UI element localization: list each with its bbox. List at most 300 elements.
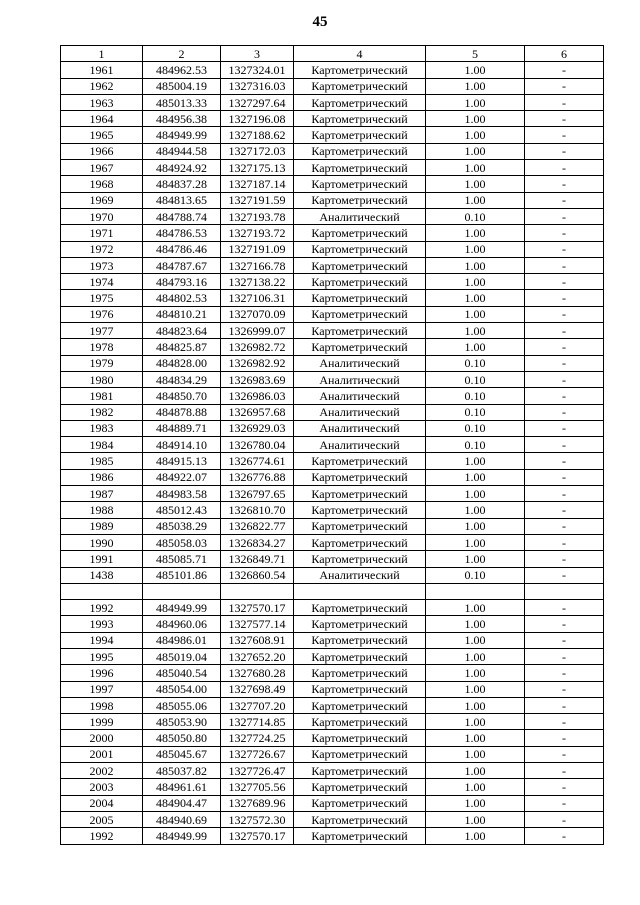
table-cell: 1979 <box>61 355 143 371</box>
table-cell: Аналитический <box>294 388 426 404</box>
table-cell: 1438 <box>61 567 143 583</box>
table-cell: Картометрический <box>294 160 426 176</box>
table-cell: 1.00 <box>426 632 525 648</box>
table-cell: Картометрический <box>294 730 426 746</box>
table-row <box>61 78 604 94</box>
table-cell: 1.00 <box>426 323 525 339</box>
table-cell: 484949.99 <box>143 127 221 143</box>
table-cell: Картометрический <box>294 795 426 811</box>
table-cell: - <box>525 355 604 371</box>
table-cell: Аналитический <box>294 404 426 420</box>
table-cell: Картометрический <box>294 274 426 290</box>
table-cell: - <box>525 795 604 811</box>
table-cell: - <box>525 453 604 469</box>
table-cell: 1987 <box>61 486 143 502</box>
table-cell: Картометрический <box>294 632 426 648</box>
table-cell: 1327297.64 <box>221 94 294 110</box>
table-cell: 1326822.77 <box>221 518 294 534</box>
table-cell: - <box>525 225 604 241</box>
table-cell: - <box>525 632 604 648</box>
table-cell: 1.00 <box>426 551 525 567</box>
table-cell: 484960.06 <box>143 616 221 632</box>
table-row <box>61 371 604 387</box>
table-row <box>61 648 604 664</box>
table-cell: Аналитический <box>294 355 426 371</box>
table-cell: - <box>525 502 604 518</box>
table-cell: 485058.03 <box>143 534 221 550</box>
table-cell: 1326982.92 <box>221 355 294 371</box>
table-cell: 1971 <box>61 225 143 241</box>
table-cell: 1327577.14 <box>221 616 294 632</box>
table-cell: 1961 <box>61 62 143 78</box>
table-cell: 484810.21 <box>143 306 221 322</box>
empty-cell <box>61 583 143 599</box>
table-cell: 1327193.78 <box>221 208 294 224</box>
page-number: 45 <box>312 14 328 30</box>
table-cell: 485019.04 <box>143 648 221 664</box>
table-cell: 2002 <box>61 763 143 779</box>
table-cell: 1.00 <box>426 828 525 844</box>
table-cell: - <box>525 681 604 697</box>
table-row <box>61 143 604 159</box>
table-cell: 1.00 <box>426 779 525 795</box>
table-cell: 484786.46 <box>143 241 221 257</box>
table-cell: Картометрический <box>294 518 426 534</box>
table-cell: 1.00 <box>426 616 525 632</box>
header-cell-3: 3 <box>221 46 294 62</box>
table-cell: Картометрический <box>294 111 426 127</box>
table-cell: 484940.69 <box>143 811 221 827</box>
table-cell: 1327188.62 <box>221 127 294 143</box>
table-cell: - <box>525 648 604 664</box>
table-cell: 1327572.30 <box>221 811 294 827</box>
table-cell: 484904.47 <box>143 795 221 811</box>
table-cell: 1992 <box>61 600 143 616</box>
table-cell: 1.00 <box>426 160 525 176</box>
table-cell: Картометрический <box>294 241 426 257</box>
table-cell: 2000 <box>61 730 143 746</box>
table-cell: 1.00 <box>426 714 525 730</box>
table-cell: - <box>525 127 604 143</box>
table-row <box>61 518 604 534</box>
table-row <box>61 453 604 469</box>
table-cell: 484834.29 <box>143 371 221 387</box>
table-cell: 484786.53 <box>143 225 221 241</box>
table-row <box>61 763 604 779</box>
table-cell: 1985 <box>61 453 143 469</box>
table-row <box>61 339 604 355</box>
table-cell: Аналитический <box>294 420 426 436</box>
table-cell: - <box>525 208 604 224</box>
table-cell: - <box>525 94 604 110</box>
table-row <box>61 306 604 322</box>
table-cell: 485038.29 <box>143 518 221 534</box>
table-row <box>61 127 604 143</box>
table-cell: Картометрический <box>294 192 426 208</box>
table-cell: 484956.38 <box>143 111 221 127</box>
table-cell: 0.10 <box>426 567 525 583</box>
table-cell: 1327191.59 <box>221 192 294 208</box>
table-cell: - <box>525 339 604 355</box>
table-cell: 1977 <box>61 323 143 339</box>
table-cell: 1327175.13 <box>221 160 294 176</box>
table-cell: 1326860.54 <box>221 567 294 583</box>
table-cell: 1969 <box>61 192 143 208</box>
table-cell: 1975 <box>61 290 143 306</box>
table-cell: 485050.80 <box>143 730 221 746</box>
table-row <box>61 225 604 241</box>
table-cell: - <box>525 257 604 273</box>
table-cell: - <box>525 469 604 485</box>
separator-row <box>61 583 604 599</box>
table-cell: 1.00 <box>426 697 525 713</box>
table-row <box>61 176 604 192</box>
table-cell: 1326834.27 <box>221 534 294 550</box>
table-cell: 0.10 <box>426 388 525 404</box>
table-cell: 1327726.67 <box>221 746 294 762</box>
table-cell: Картометрический <box>294 323 426 339</box>
table-row <box>61 534 604 550</box>
table-cell: 1327570.17 <box>221 600 294 616</box>
table-cell: 484949.99 <box>143 600 221 616</box>
table-cell: 1.00 <box>426 681 525 697</box>
table-cell: 1996 <box>61 665 143 681</box>
table-cell: Картометрический <box>294 339 426 355</box>
table-cell: 484850.70 <box>143 388 221 404</box>
table-cell: Картометрический <box>294 534 426 550</box>
table-cell: - <box>525 551 604 567</box>
table-row <box>61 502 604 518</box>
table-cell: 485004.19 <box>143 78 221 94</box>
table-cell: Аналитический <box>294 371 426 387</box>
table-cell: 1327187.14 <box>221 176 294 192</box>
table-cell: - <box>525 616 604 632</box>
table-cell: 1.00 <box>426 127 525 143</box>
table-cell: 1998 <box>61 697 143 713</box>
table-cell: 1.00 <box>426 453 525 469</box>
table-row <box>61 632 604 648</box>
table-cell: 1326780.04 <box>221 437 294 453</box>
table-cell: 1997 <box>61 681 143 697</box>
table-cell: 1972 <box>61 241 143 257</box>
table-cell: 484983.58 <box>143 486 221 502</box>
table-row <box>61 257 604 273</box>
table-row <box>61 567 604 583</box>
table-cell: 1.00 <box>426 811 525 827</box>
table-cell: 1986 <box>61 469 143 485</box>
table-cell: Аналитический <box>294 208 426 224</box>
table-cell: 484986.01 <box>143 632 221 648</box>
table-cell: 1.00 <box>426 257 525 273</box>
table-cell: 1992 <box>61 828 143 844</box>
table-cell: 1999 <box>61 714 143 730</box>
table-cell: Картометрический <box>294 648 426 664</box>
table-cell: Картометрический <box>294 828 426 844</box>
table-cell: 1326986.03 <box>221 388 294 404</box>
table-row <box>61 551 604 567</box>
table-cell: 1973 <box>61 257 143 273</box>
header-cell-4: 4 <box>294 46 426 62</box>
table-cell: 484825.87 <box>143 339 221 355</box>
table-cell: 1.00 <box>426 111 525 127</box>
table-row <box>61 323 604 339</box>
table-cell: 2004 <box>61 795 143 811</box>
table-cell: Картометрический <box>294 469 426 485</box>
table-cell: - <box>525 665 604 681</box>
table-cell: - <box>525 192 604 208</box>
table-cell: 1327707.20 <box>221 697 294 713</box>
table-cell: - <box>525 111 604 127</box>
table-cell: Картометрический <box>294 143 426 159</box>
table-cell: 1965 <box>61 127 143 143</box>
table-row <box>61 665 604 681</box>
table-cell: 485085.71 <box>143 551 221 567</box>
table-cell: 1.00 <box>426 518 525 534</box>
table-cell: 1327714.85 <box>221 714 294 730</box>
table-cell: Картометрический <box>294 306 426 322</box>
table-row <box>61 795 604 811</box>
table-row <box>61 616 604 632</box>
table-cell: 1.00 <box>426 306 525 322</box>
table-cell: Картометрический <box>294 78 426 94</box>
table-cell: 1.00 <box>426 143 525 159</box>
table-cell: 1.00 <box>426 241 525 257</box>
table-cell: 1326810.70 <box>221 502 294 518</box>
table-cell: 1327726.47 <box>221 763 294 779</box>
table-cell: - <box>525 274 604 290</box>
table-cell: 1970 <box>61 208 143 224</box>
table-cell: 0.10 <box>426 355 525 371</box>
table-cell: 1989 <box>61 518 143 534</box>
table-row <box>61 388 604 404</box>
table-cell: 1966 <box>61 143 143 159</box>
table-cell: Картометрический <box>294 127 426 143</box>
table-cell: 2003 <box>61 779 143 795</box>
table-cell: Аналитический <box>294 567 426 583</box>
table-row <box>61 208 604 224</box>
table-cell: 1.00 <box>426 730 525 746</box>
table-cell: Картометрический <box>294 290 426 306</box>
table-cell: Картометрический <box>294 779 426 795</box>
table-cell: 484828.00 <box>143 355 221 371</box>
table-cell: 484878.88 <box>143 404 221 420</box>
table-cell: 1326957.68 <box>221 404 294 420</box>
table-cell: 1.00 <box>426 502 525 518</box>
table-cell: 1326983.69 <box>221 371 294 387</box>
table-cell: - <box>525 371 604 387</box>
table-cell: 1327608.91 <box>221 632 294 648</box>
table-cell: 484915.13 <box>143 453 221 469</box>
table-cell: 1993 <box>61 616 143 632</box>
table-row <box>61 355 604 371</box>
table-cell: 1.00 <box>426 290 525 306</box>
table-cell: 1982 <box>61 404 143 420</box>
table-row <box>61 192 604 208</box>
table-cell: 1.00 <box>426 795 525 811</box>
table-cell: 1.00 <box>426 78 525 94</box>
table-cell: Картометрический <box>294 486 426 502</box>
table-cell: 1327316.03 <box>221 78 294 94</box>
table-cell: 1978 <box>61 339 143 355</box>
table-cell: 0.10 <box>426 420 525 436</box>
table-cell: 485101.86 <box>143 567 221 583</box>
table-cell: 485055.06 <box>143 697 221 713</box>
table-cell: Картометрический <box>294 616 426 632</box>
coordinates-table <box>60 45 604 845</box>
table-cell: - <box>525 779 604 795</box>
table-cell: 1327698.49 <box>221 681 294 697</box>
table-cell: Картометрический <box>294 176 426 192</box>
table-row <box>61 274 604 290</box>
table-cell: 485045.67 <box>143 746 221 762</box>
table-cell: 1.00 <box>426 62 525 78</box>
table-row <box>61 811 604 827</box>
table-cell: Картометрический <box>294 600 426 616</box>
table-cell: 1980 <box>61 371 143 387</box>
empty-cell <box>294 583 426 599</box>
table-cell: Картометрический <box>294 62 426 78</box>
table-cell: 1.00 <box>426 176 525 192</box>
header-cell-2: 2 <box>143 46 221 62</box>
empty-cell <box>221 583 294 599</box>
table-cell: 1991 <box>61 551 143 567</box>
table-cell: Картометрический <box>294 697 426 713</box>
table-cell: 1327689.96 <box>221 795 294 811</box>
table-cell: 1.00 <box>426 94 525 110</box>
table-cell: 2005 <box>61 811 143 827</box>
table-cell: Картометрический <box>294 225 426 241</box>
table-cell: 484793.16 <box>143 274 221 290</box>
table-cell: - <box>525 62 604 78</box>
table-cell: 0.10 <box>426 208 525 224</box>
table-cell: 1.00 <box>426 534 525 550</box>
table-cell: 1976 <box>61 306 143 322</box>
table-cell: 1.00 <box>426 648 525 664</box>
table-cell: - <box>525 763 604 779</box>
table-cell: 1974 <box>61 274 143 290</box>
table-cell: 484889.71 <box>143 420 221 436</box>
table-cell: Картометрический <box>294 665 426 681</box>
table-cell: 484802.53 <box>143 290 221 306</box>
table-cell: 484914.10 <box>143 437 221 453</box>
header-cell-1: 1 <box>61 46 143 62</box>
table-cell: 1.00 <box>426 469 525 485</box>
table-cell: 1327705.56 <box>221 779 294 795</box>
table-cell: 1326999.07 <box>221 323 294 339</box>
table-cell: 484823.64 <box>143 323 221 339</box>
table-row <box>61 290 604 306</box>
table-row <box>61 241 604 257</box>
table-cell: - <box>525 323 604 339</box>
table-cell: 1327724.25 <box>221 730 294 746</box>
table-cell: 485013.33 <box>143 94 221 110</box>
table-cell: - <box>525 176 604 192</box>
table-row <box>61 697 604 713</box>
table-body <box>61 62 604 844</box>
table-row <box>61 486 604 502</box>
table-row <box>61 681 604 697</box>
table-cell: 0.10 <box>426 437 525 453</box>
table-cell: 1327680.28 <box>221 665 294 681</box>
table-row <box>61 714 604 730</box>
table-cell: - <box>525 160 604 176</box>
table-cell: 1.00 <box>426 274 525 290</box>
table-cell: 1327106.31 <box>221 290 294 306</box>
table-cell: Картометрический <box>294 453 426 469</box>
table-cell: 485040.54 <box>143 665 221 681</box>
table-cell: Картометрический <box>294 811 426 827</box>
table-cell: 484837.28 <box>143 176 221 192</box>
table-row <box>61 779 604 795</box>
table-cell: Картометрический <box>294 257 426 273</box>
table-cell: 0.10 <box>426 404 525 420</box>
table-cell: 1984 <box>61 437 143 453</box>
table-cell: 1.00 <box>426 600 525 616</box>
table-cell: - <box>525 420 604 436</box>
table-cell: - <box>525 306 604 322</box>
table-cell: 1968 <box>61 176 143 192</box>
table-row <box>61 600 604 616</box>
table-row <box>61 730 604 746</box>
table-cell: 1326776.88 <box>221 469 294 485</box>
table-cell: - <box>525 567 604 583</box>
table-row <box>61 746 604 762</box>
table-cell: 1327193.72 <box>221 225 294 241</box>
table-cell: - <box>525 290 604 306</box>
table-cell: Картометрический <box>294 502 426 518</box>
table-cell: 1962 <box>61 78 143 94</box>
table-cell: 2001 <box>61 746 143 762</box>
table-cell: 1326849.71 <box>221 551 294 567</box>
table-cell: 1981 <box>61 388 143 404</box>
table-cell: - <box>525 437 604 453</box>
table-cell: 1.00 <box>426 339 525 355</box>
table-cell: 1990 <box>61 534 143 550</box>
table-cell: 1.00 <box>426 763 525 779</box>
table-row <box>61 160 604 176</box>
table-cell: - <box>525 600 604 616</box>
table-cell: 485053.90 <box>143 714 221 730</box>
table-cell: - <box>525 241 604 257</box>
header-cell-5: 5 <box>426 46 525 62</box>
table-cell: 1327138.22 <box>221 274 294 290</box>
table-cell: 1326929.03 <box>221 420 294 436</box>
table-cell: - <box>525 828 604 844</box>
table-cell: 485037.82 <box>143 763 221 779</box>
table-header-row <box>61 46 604 62</box>
table-cell: 1.00 <box>426 486 525 502</box>
empty-cell <box>143 583 221 599</box>
table-cell: - <box>525 746 604 762</box>
table-cell: 1327191.09 <box>221 241 294 257</box>
header-cell-6: 6 <box>525 46 604 62</box>
table-cell: 1.00 <box>426 746 525 762</box>
table-cell: Картометрический <box>294 714 426 730</box>
table-cell: 1327166.78 <box>221 257 294 273</box>
table-cell: 1327070.09 <box>221 306 294 322</box>
table-cell: 0.10 <box>426 371 525 387</box>
table-cell: - <box>525 486 604 502</box>
table-row <box>61 404 604 420</box>
table-cell: Картометрический <box>294 681 426 697</box>
table-row <box>61 828 604 844</box>
table-cell: 1967 <box>61 160 143 176</box>
table-cell: 484813.65 <box>143 192 221 208</box>
table-cell: 1326774.61 <box>221 453 294 469</box>
table-row <box>61 437 604 453</box>
table-cell: 1326982.72 <box>221 339 294 355</box>
table-cell: Картометрический <box>294 763 426 779</box>
